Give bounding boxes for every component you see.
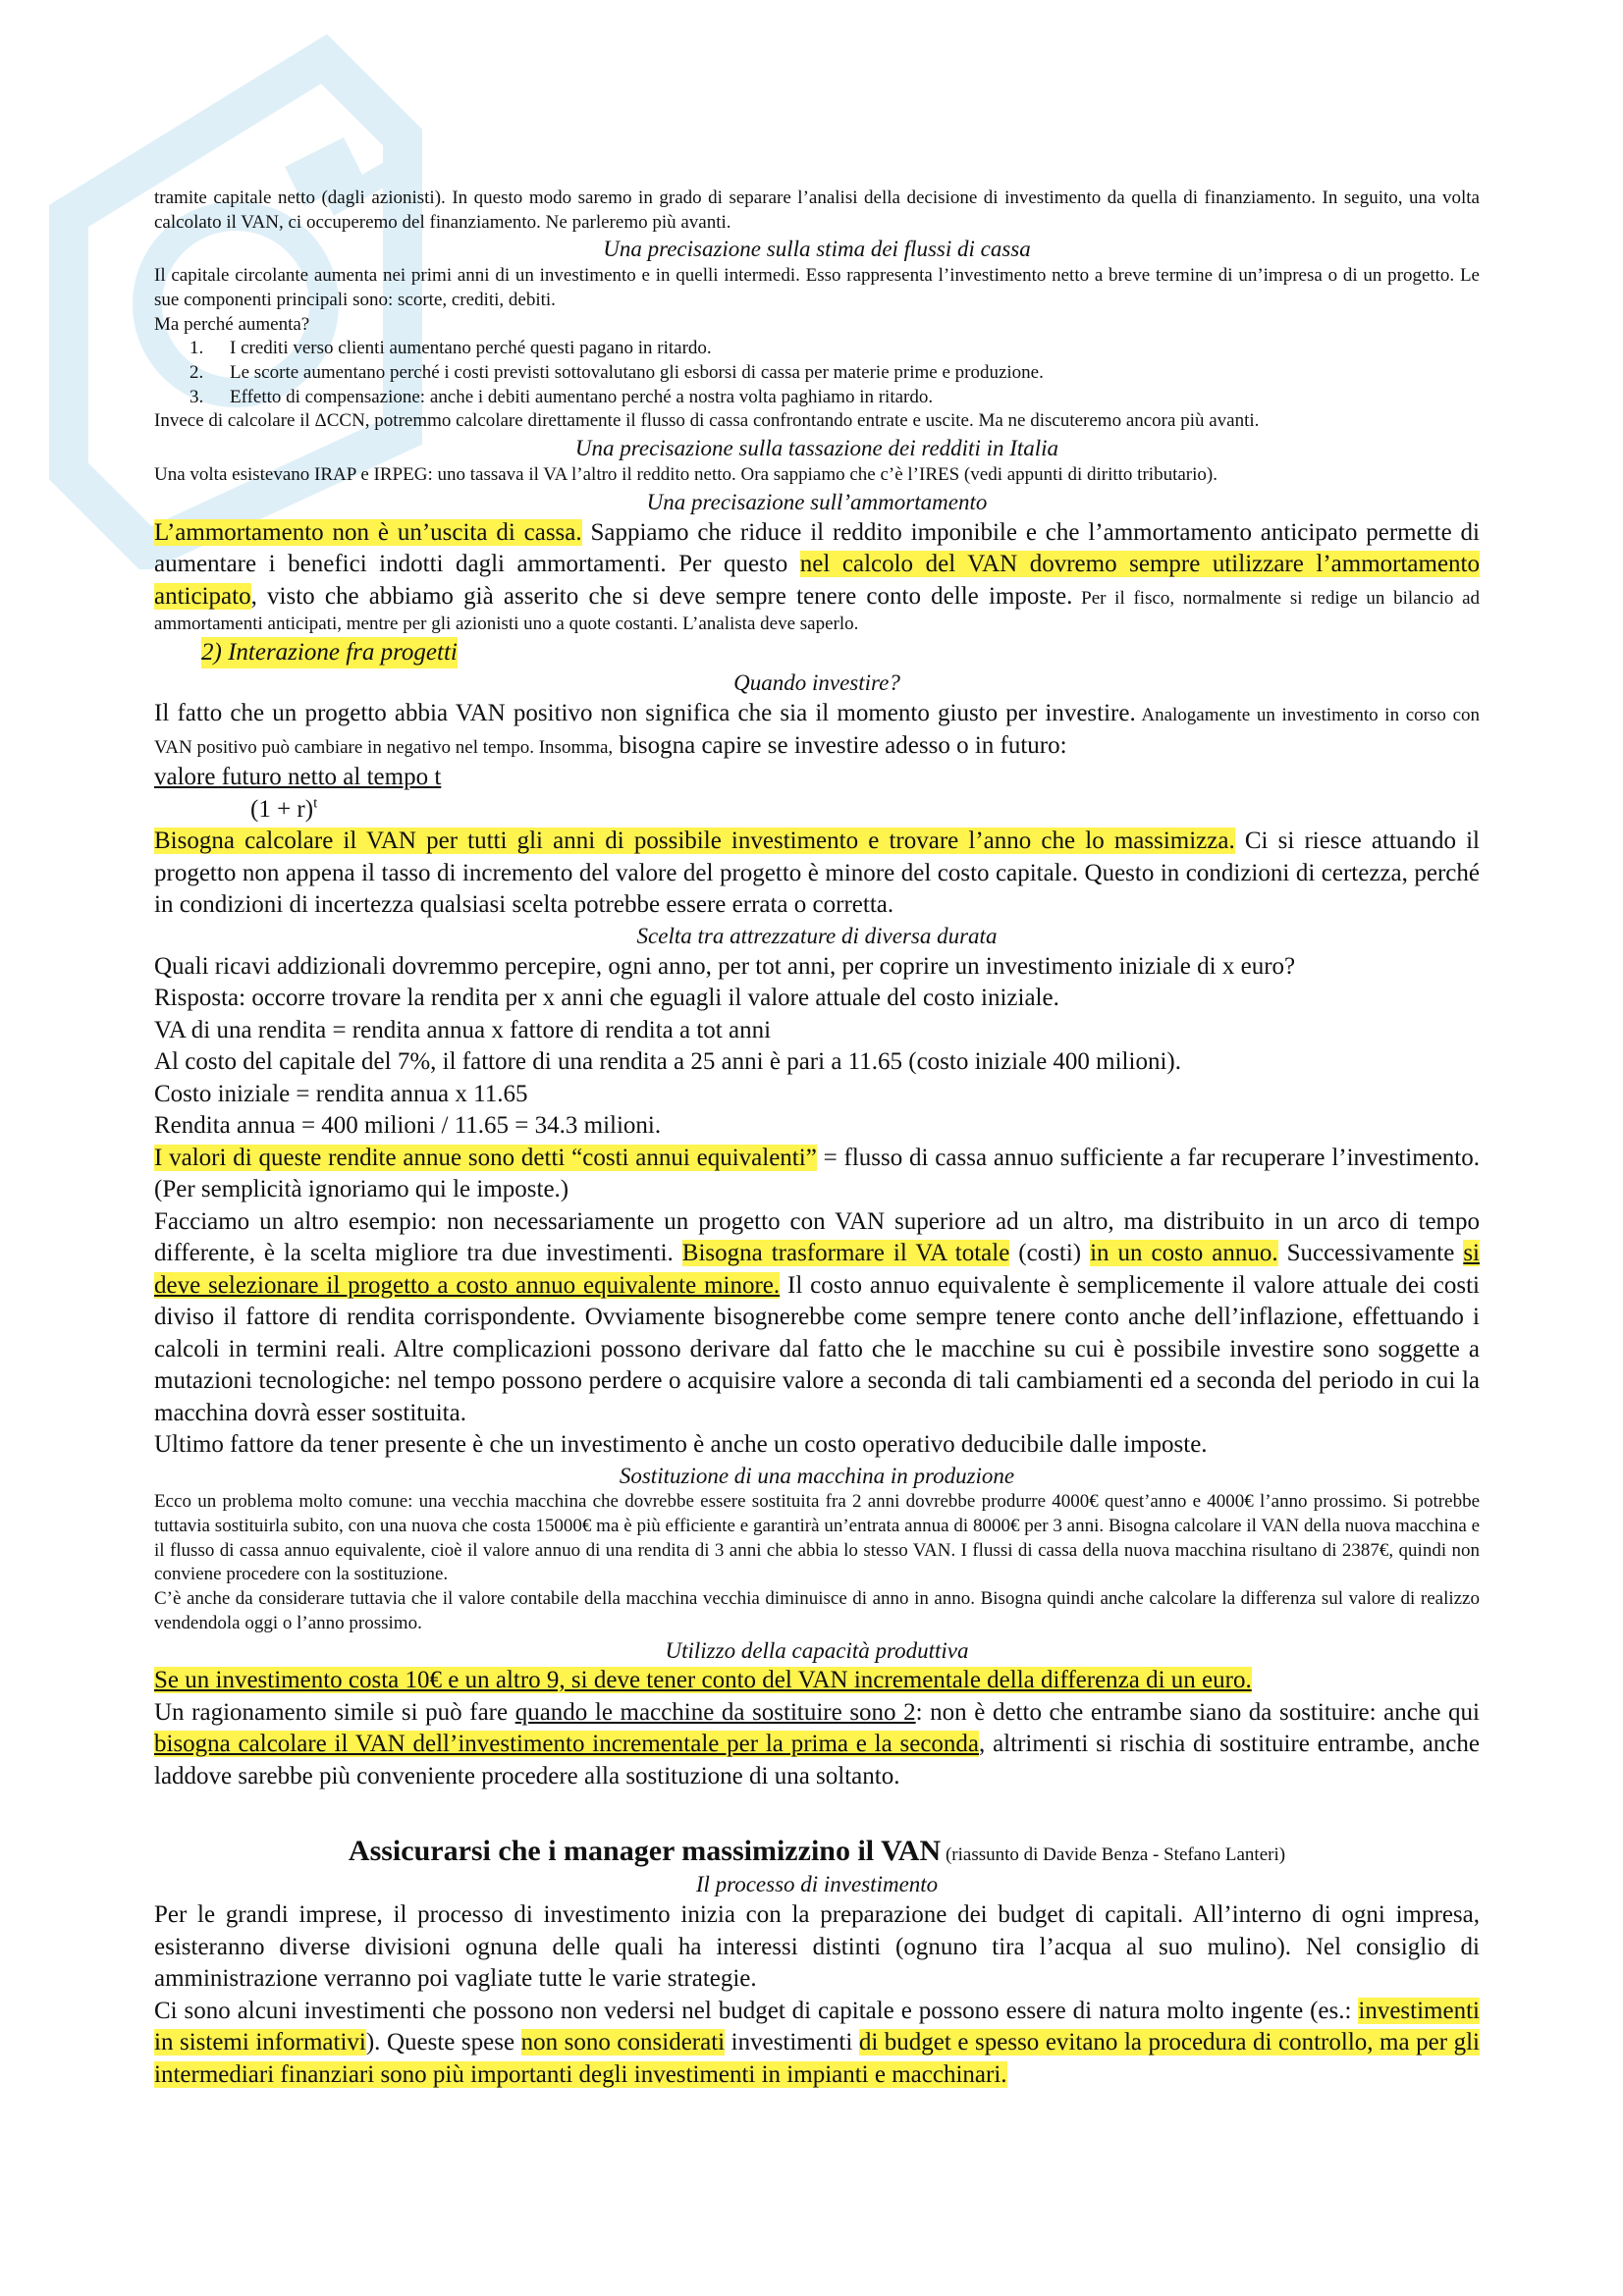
- line-va-rendita: VA di una rendita = rendita annua x fattore di rendita a tot anni: [154, 1016, 772, 1043]
- line-rendita-annua: Rendita annua = 400 milioni / 11.65 = 34.3 milioni.: [154, 1112, 662, 1140]
- formula-exponent: t: [313, 795, 318, 812]
- paragraph-massimizzare-van: Bisogna calcolare il VAN per tutti gli anni di possibile investimento e trovare l’anno che lo massimizza. Ci si riesce attuando il progetto non appena il tasso di incremento del valore del progetto è minore del costo capitale. Questo in condizioni di certezza, perché in condizioni di incertezza qualsiasi scelta potrebbe essere errata o corretta.: [154, 828, 1480, 919]
- section-title-manager-van: Assicurarsi che i manager massimizzino il VAN (riassunto di Davide Benza - Stefano Lanteri): [348, 1835, 1286, 1868]
- heading-ammortamento: Una precisazione sull’ammortamento: [646, 489, 988, 514]
- paragraph-costi-annui-equivalenti: I valori di queste rendite annue sono detti “costi annui equivalenti” = flusso di cassa annuo sufficiente a far recuperare l’investimento. (Per semplicità ignoriamo qui le imposte.): [154, 1144, 1480, 1203]
- paragraph-due-macchine: Un ragionamento simile si può fare quando le macchine da sostituire sono 2: non è detto che entrambe siano da sostituire: anche qui bisogna calcolare il VAN dell’investimento incrementale per la prima e la seconda, altrimenti si rischia di sostituire entrambe, anche laddove sarebbe più conveniente procedere alla sostituzione di una soltanto.: [154, 1698, 1480, 1789]
- paragraph-ammortamento: L’ammortamento non è un’uscita di cassa. Sappiamo che riduce il reddito imponibile e che l’ammortamento anticipato permette di aumentare i benefici indotti dagli ammortamenti. Per questo nel calcolo del VAN dovremo sempre utilizzare l’ammortamento anticipato, visto che abbiamo già asserito che si deve sempre tenere conto delle imposte. Per il fisco, normalmente si redige un bilancio ad ammortamenti anticipati, mentre per gli azionisti uno a quote costanti. L’analista deve saperlo.: [154, 518, 1481, 635]
- list-item: 3. Effetto di compensazione: anche i debiti aumentano perché a nostra volta paghiamo in ritardo.: [208, 386, 1480, 410]
- heading-processo-investimento: Il processo di investimento: [695, 1872, 939, 1897]
- paragraph-ultimo-fattore: Ultimo fattore da tener presente è che un investimento è anche un costo operativo deducibile dalle imposte.: [154, 1431, 1208, 1459]
- formula-numerator: valore futuro netto al tempo t: [154, 764, 442, 791]
- formula-denominator: (1 + r): [250, 795, 314, 823]
- document-page: [154, 187, 1480, 2091]
- formula-van-differito: [154, 762, 1480, 826]
- heading-capacita-produttiva: Utilizzo della capacità produttiva: [665, 1637, 969, 1663]
- paragraph-quando-investire: Il fatto che un progetto abbia VAN positivo non significa che sia il momento giusto per investire. Analogamente un investimento in corso con VAN positivo può cambiare in negativo nel tempo. Insomma, bisogna capire se investire adesso o in futuro:: [154, 700, 1481, 759]
- paragraph-van-incrementale: Se un investimento costa 10€ e un altro 9, si deve tener conto del VAN incrementale della differenza di un euro.: [154, 1667, 1252, 1694]
- paragraph-finanziamento: tramite capitale netto (dagli azionisti). In questo modo saremo in grado di separare l’analisi della decisione di investimento da quella di finanziamento. In seguito, una volta calcolato il VAN, ci occuperemo del finanziamento. Ne parleremo più avanti.: [154, 187, 1480, 233]
- heading-flussi-cassa: Una precisazione sulla stima dei flussi di cassa: [603, 237, 1031, 262]
- paragraph-capitale-circolante: Il capitale circolante aumenta nei primi anni di un investimento e in quelli intermedi. Esso rappresenta l’investimento netto a breve termine di un’impresa o di un progetto. Le sue componenti principali sono: scorte, crediti, debiti.: [154, 265, 1480, 310]
- subsection-interazione-progetti: 2) Interazione fra progetti: [201, 637, 458, 669]
- paragraph-altro-esempio: Facciamo un altro esempio: non necessariamente un progetto con VAN superiore ad un altro, ma distribuito in un arco di tempo differente, è la scelta migliore tra due investimenti. Bisogna trasformare il VA totale (costi) in un costo annuo. Successivamente si deve selezionare il progetto a costo annuo equivalente minore. Il costo annuo equivalente è semplicemente il valore attuale dei costi diviso il fattore di rendita corrispondente. Ovviamente bisognerebbe come sempre tenere conto anche dell’inflazione, effettuando i calcoli in termini reali. Altre complicazioni possono derivare dal fatto che le macchine su cui è possibile investire sono soggette a mutazioni tecnologiche: nel tempo possono perdere o acquisire valore a seconda di tali cambiamenti ed a seconda del periodo in cui la macchina dovrà esser sostituita.: [154, 1207, 1480, 1426]
- list-cause-aumento: [154, 337, 1480, 409]
- paragraph-problema-comune: Ecco un problema molto comune: una vecchia macchina che dovrebbe essere sostituita fra 2 anni dovrebbe produrre 4000€ quest’anno e 4000€ l’anno prossimo. Si potrebbe tuttavia sostituirla subito, con una nuova che costa 15000€ ma è più efficiente e garantirà un’entrata annua di 8000€ per 3 anni. Bisogna calcolare il VAN della nuova macchina e il flusso di cassa annuo equivalente, cioè il valore annuo di una rendita di 3 anni che abbia lo stesso VAN. I flussi di cassa della nuova macchina risultano di 2387€, quindi non conviene procedere con la sostituzione.: [154, 1491, 1480, 1585]
- paragraph-valore-contabile: C’è anche da considerare tuttavia che il valore contabile della macchina vecchia diminuisce di anno in anno. Bisogna quindi anche calcolare la differenza sul valore di realizzo vendendola oggi o l’anno prossimo.: [154, 1588, 1480, 1633]
- heading-scelta-attrezzature: Scelta tra attrezzature di diversa durata: [636, 923, 998, 948]
- line-costo-capitale: Al costo del capitale del 7%, il fattore di una rendita a 25 anni è pari a 11.65 (costo iniziale 400 milioni).: [154, 1048, 1181, 1076]
- line-risposta: Risposta: occorre trovare la rendita per x anni che eguagli il valore attuale del costo iniziale.: [154, 985, 1059, 1012]
- heading-tassazione: Una precisazione sulla tassazione dei redditi in Italia: [574, 436, 1059, 461]
- paragraph-delta-ccn: Invece di calcolare il ΔCCN, potremmo calcolare direttamente il flusso di cassa confrontando entrate e uscite. Ma ne discuteremo ancora più avanti.: [154, 410, 1260, 432]
- list-item: 2. Le scorte aumentano perché i costi previsti sottovalutano gli esborsi di cassa per materie prime e produzione.: [208, 361, 1480, 386]
- paragraph-investimenti-nascosti: Ci sono alcuni investimenti che possono non vedersi nel budget di capitale e possono essere di natura molto ingente (es.: investimenti in sistemi informativi). Queste spese non sono considerati investimenti di budget e spesso evitano la procedura di controllo, ma per gli intermediari finanziari sono più importanti degli investimenti in impianti e macchinari.: [154, 1997, 1480, 2088]
- heading-quando-investire: Quando investire?: [733, 670, 900, 696]
- paragraph-grandi-imprese: Per le grandi imprese, il processo di investimento inizia con la preparazione dei budget di capitali. All’interno di ogni impresa, esisteranno diverse divisioni ognuna delle quali ha interessi distinti (ognuno tira l’acqua al suo mulino). Nel consiglio di amministrazione verranno poi vagliate tutte le varie strategie.: [154, 1901, 1480, 1993]
- line-costo-iniziale: Costo iniziale = rendita annua x 11.65: [154, 1080, 528, 1107]
- line-ricavi-addizionali: Quali ricavi addizionali dovremmo percepire, ogni anno, per tot anni, per coprire un investimento iniziale di x euro?: [154, 952, 1296, 980]
- heading-sostituzione-macchina: Sostituzione di una macchina in produzione: [619, 1463, 1015, 1488]
- paragraph-perche-aumenta: Ma perché aumenta?: [154, 313, 310, 335]
- list-item: 1. I crediti verso clienti aumentano perché questi pagano in ritardo.: [208, 337, 1480, 361]
- paragraph-irap-irpeg: Una volta esistevano IRAP e IRPEG: uno tassava il VA l’altro il reddito netto. Ora sappiamo che c’è l’IRES (vedi appunti di diritto tributario).: [154, 463, 1217, 485]
